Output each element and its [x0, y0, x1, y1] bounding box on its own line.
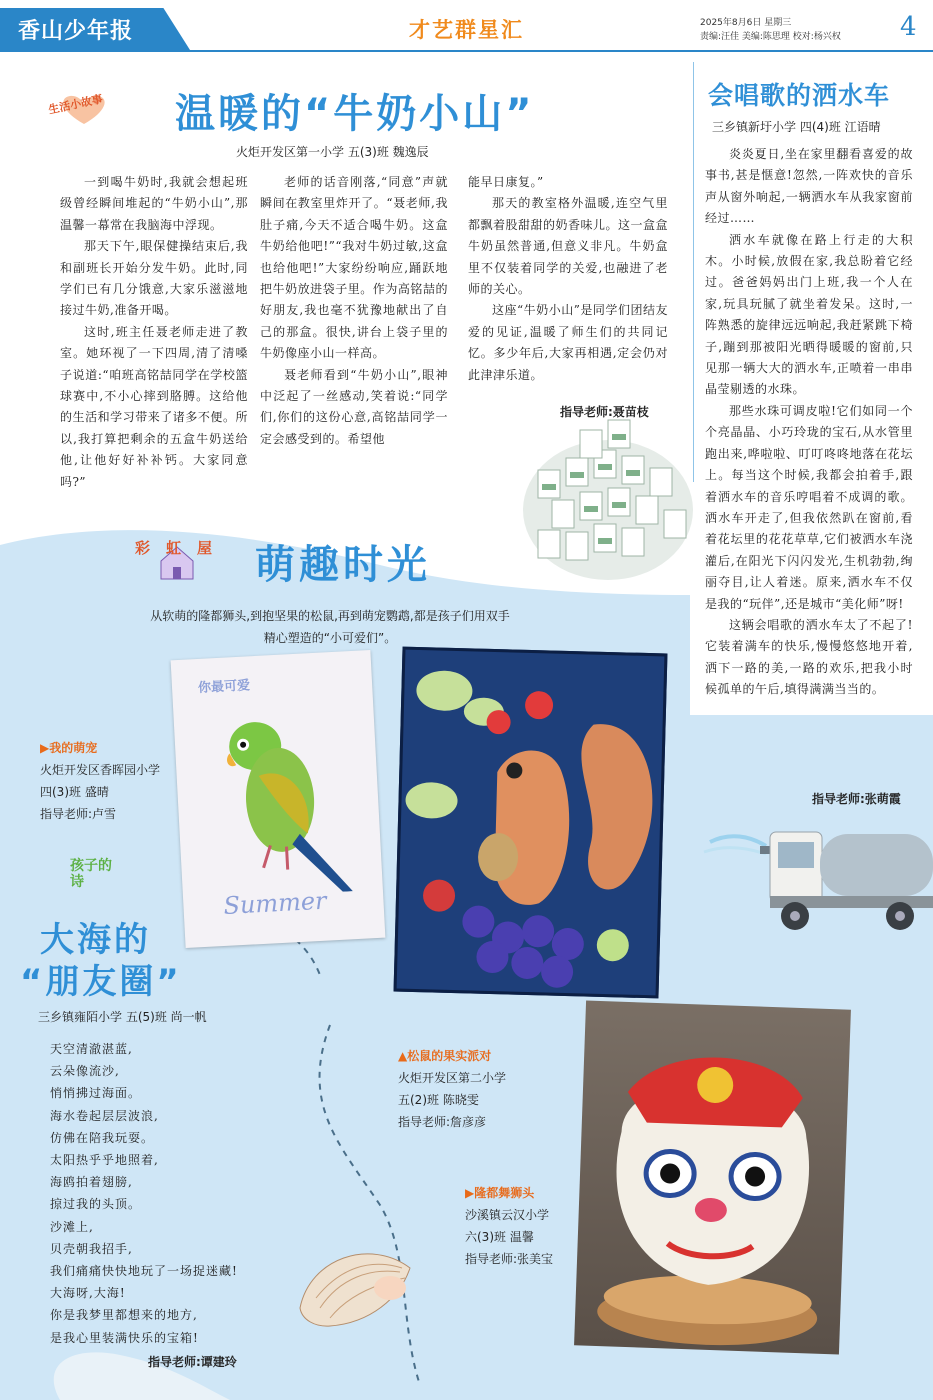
- poem-line: 海鸥拍着翅膀,: [50, 1175, 133, 1190]
- poem-line: 你是我梦里都想来的地方,: [50, 1308, 198, 1323]
- parrot-caption-text: 你最可爱: [197, 678, 251, 697]
- article2-byline: 三乡镇新圩小学 四(4)班 江语晴: [712, 120, 881, 134]
- paragraph: 那天下午,眼保健操结束后,我和副班长开始分发牛奶。此时,同学们已有几分饿意,大家乐滋滋地接过牛奶,准备开喝。: [60, 239, 248, 318]
- work-school: 火炬开发区第二小学: [398, 1071, 507, 1085]
- poem-line: 大海呀,大海!: [50, 1286, 126, 1301]
- water-truck-image: [700, 812, 933, 937]
- poem-line: 是我心里装满快乐的宝箱!: [50, 1330, 199, 1345]
- paragraph: 能早日康复。”: [468, 175, 544, 189]
- work-class: 四(3)班 盛晴: [40, 785, 109, 799]
- article1-column-3: [468, 172, 668, 386]
- parrot-drawing: [171, 650, 386, 948]
- parrot-signature: Summer: [222, 886, 328, 920]
- poem-line: 云朵像流沙,: [50, 1064, 120, 1079]
- paragraph: 老师的话音刚落,“同意”声就瞬间在教室里炸开了。“聂老师,我肚子痛,今天不适合喝牛奶。这盒牛奶给他吧!”“我对牛奶过敏,这盒也给他吧!”大家纷纷响应,踊跃地把牛奶放进袋子里。作为高铭喆的好朋友,我也毫不犹豫地献出了自己的那盒。很快,讲台上袋子里的牛奶像座小山一样高。: [260, 175, 448, 361]
- poem-body: [50, 1038, 238, 1349]
- parrot-icon: [193, 690, 373, 899]
- poem-line: 海水卷起层层波浪,: [50, 1108, 159, 1123]
- work-teacher: 指导老师:卢雪: [40, 807, 117, 821]
- paragraph: 那些水珠可调皮啦!它们如同一个个亮晶晶、小巧玲珑的宝石,从水管里跑出来,哗啦啦、叮叮咚咚地落在花坛上。每当这个时候,我都会拍着手,跟着洒水车的音乐哼唱着不成调的歌。洒水车开走了,但我依然趴在窗前,看着花坛里的花花草草,它们被洒水车浇灌后,在阳光下闪闪发光,生机勃勃,绚丽夺目,让人着迷。原来,洒水车不仅是我的“玩伴”,还是城市“美化师”呀!: [705, 403, 913, 611]
- work-school: 火炬开发区香晖园小学: [40, 763, 161, 777]
- squirrel-icon: [396, 650, 667, 999]
- poem-line: 贝壳朝我招手,: [50, 1241, 133, 1256]
- work-class: 五(2)班 陈晓雯: [398, 1093, 479, 1107]
- milk-cartons-image: [518, 400, 698, 585]
- credit-line: 责编:汪佳 美编:陈思理 校对:杨兴权: [700, 32, 841, 42]
- paragraph: 这时,班主任聂老师走进了教室。她环视了一下四周,清了清嗓子说道:“咱班高铭喆同学在学校篮球赛中,不小心摔到胳膊。这给他的生活和学习带来了诸多不便。所以,我打算把剩余的五盒牛奶送给他,让他好好补补钙。大家同意吗?”: [60, 324, 248, 489]
- lion-head-photo: [574, 1000, 851, 1354]
- article2-body: [705, 144, 913, 701]
- rainbow-house-text: 彩虹屋: [135, 539, 229, 557]
- cute-title: 萌趣时光: [255, 542, 431, 588]
- article2-title: 会唱歌的洒水车: [708, 81, 891, 110]
- article1-column-1: [60, 172, 248, 493]
- paragraph: 那天的教室格外温暖,连空气里都飘着股甜甜的奶香味儿。这一盒盒牛奶虽然普通,但意义非凡。牛奶盒里不仅装着同学的关爱,也融进了老师的关心。: [468, 196, 669, 297]
- paragraph: 这辆会唱歌的洒水车太了不起了!它装着满车的快乐,慢慢悠悠地开着,洒下一路的美,一路的欢乐,把我小时候孤单的午后,填得满满当当的。: [705, 617, 913, 697]
- work-teacher: 指导老师:张美宝: [465, 1252, 554, 1266]
- work-caption-squirrel: [398, 1045, 506, 1133]
- header-rule: [0, 50, 933, 52]
- date-line: 2025年8月6日 星期三: [700, 18, 792, 28]
- work-caption-lion: [465, 1182, 553, 1270]
- poem-byline: 三乡镇雍陌小学 五(5)班 尚一帆: [38, 1010, 207, 1024]
- work-title: ▲松鼠的果实派对: [398, 1049, 492, 1063]
- work-title: ▶我的萌宠: [40, 741, 98, 755]
- article2-teacher: 指导老师:张萌霞: [812, 792, 901, 806]
- life-story-badge-text: 生活小故事: [47, 92, 104, 117]
- article1-byline: 火炬开发区第一小学 五(3)班 魏逸辰: [236, 145, 429, 159]
- article1-teacher: 指导老师:聂苗枝: [560, 405, 649, 419]
- life-story-badge: [44, 90, 124, 130]
- poem-line: 沙滩上,: [50, 1219, 94, 1234]
- masthead-name: 香山少年报: [18, 19, 134, 44]
- poem-line: 我们痛痛快快地玩了一场捉迷藏!: [50, 1264, 238, 1279]
- article1-column-2: [260, 172, 448, 450]
- poem-title-line1: 大海的: [40, 920, 151, 960]
- page-number: 4: [900, 12, 917, 42]
- work-class: 六(3)班 温馨: [465, 1230, 534, 1244]
- seashell-image: [290, 1238, 420, 1333]
- work-teacher: 指导老师:詹彦彦: [398, 1115, 487, 1129]
- poem-line: 悄悄拂过海面。: [50, 1086, 142, 1101]
- poem-line: 太阳热乎乎地照着,: [50, 1153, 159, 1168]
- poem-line: 天空清澈湛蓝,: [50, 1042, 133, 1056]
- squirrel-drawing: [394, 647, 668, 999]
- article1-title: 温暖的“牛奶小山”: [175, 91, 535, 137]
- poem-teacher: 指导老师:谭建玲: [148, 1355, 237, 1369]
- poem-line: 仿佛在陪我玩耍。: [50, 1130, 155, 1145]
- lion-head-icon: [574, 1000, 851, 1354]
- paragraph: 洒水车就像在路上行走的大积木。小时候,放假在家,我总盼着它经过。爸爸妈妈出门上班,我一个人在家,玩具玩腻了就坐着发呆。这时,一阵熟悉的旋律远远响起,我赶紧跳下椅子,蹦到那被阳光晒得暖暖的窗前,只见那一辆大大的洒水车,正喷着一串串晶莹剔透的水珠。: [705, 232, 913, 397]
- work-title: ▶隆都舞狮头: [465, 1186, 535, 1200]
- poem-title-line2: “朋友圈”: [20, 962, 182, 1002]
- paragraph: 炎炎夏日,坐在家里翻看喜爱的故事书,甚是惬意!忽然,一阵欢快的音乐声从窗外响起,一辆洒水车从我家窗前经过……: [705, 147, 913, 226]
- rainbow-house-badge: [135, 535, 229, 585]
- paragraph: 聂老师看到“牛奶小山”,眼神中泛起了一丝感动,笑着说:“同学们,你们的这份心意,高铭喆同学一定会感受到的。希望他: [260, 367, 448, 446]
- paragraph: 一到喝牛奶时,我就会想起班级曾经瞬间堆起的“牛奶小山”,那温馨一幕常在我脑海中浮现。: [60, 175, 248, 232]
- kids-poem-badge: 孩子的诗: [70, 858, 112, 890]
- work-caption-parrot: [40, 737, 160, 825]
- paragraph: 这座“牛奶小山”是同学们团结友爱的见证,温暖了师生们的共同记忆。多少年后,大家再相遇,定会仍对此津津乐道。: [468, 303, 668, 382]
- poem-line: 掠过我的头顶。: [50, 1197, 142, 1212]
- work-school: 沙溪镇云汉小学: [465, 1208, 550, 1222]
- cute-intro: 从软萌的隆都狮头,到抱坚果的松鼠,再到萌宠鹦鹉,都是孩子们用双手精心塑造的“小可爱们”。: [150, 609, 510, 645]
- section-title: 才艺群星汇: [409, 18, 524, 42]
